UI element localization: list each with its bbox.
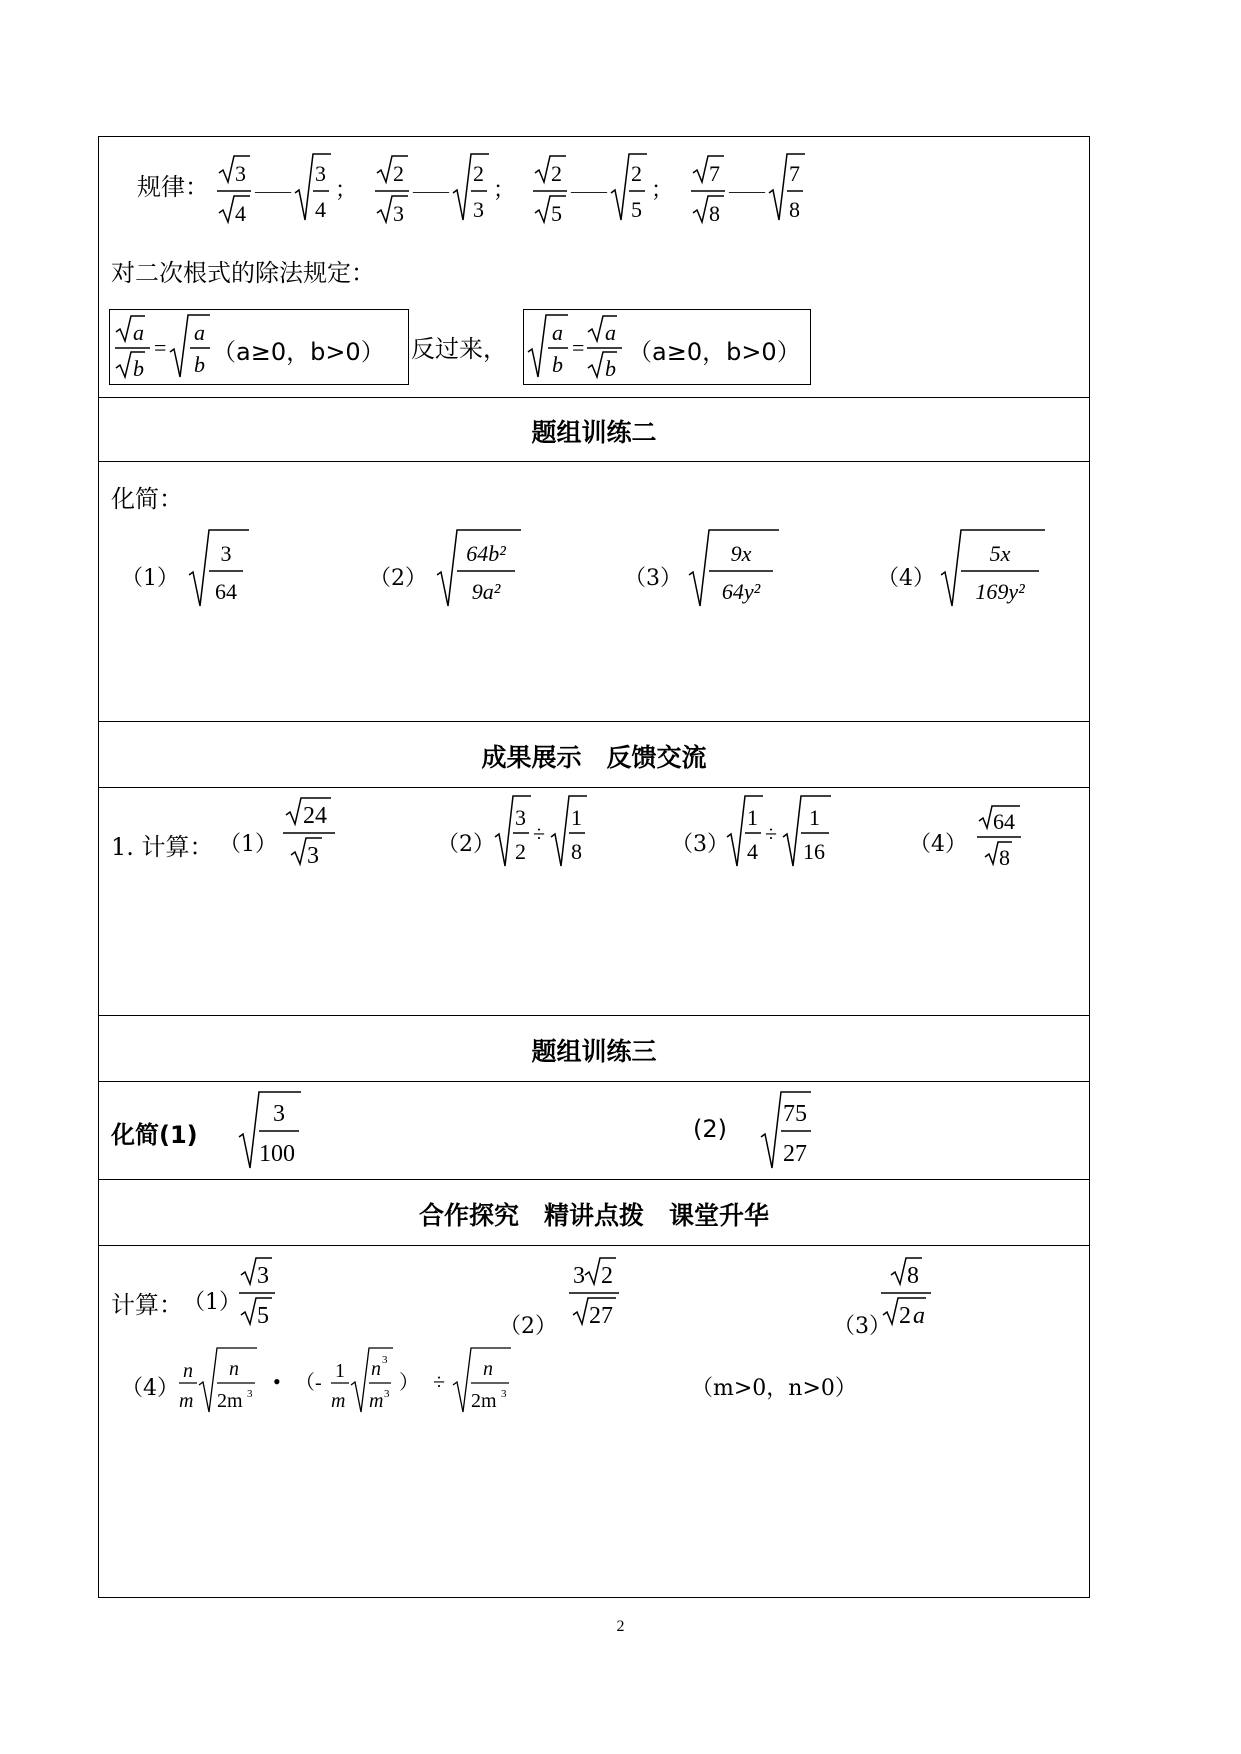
condition-text: （a≥0，b>0）: [212, 338, 385, 366]
cooperate-formulas: [99, 1245, 1091, 1445]
svg-text:m: m: [179, 1390, 194, 1412]
svg-text:•: •: [273, 1369, 281, 1394]
g2-label-4: （4）: [877, 566, 935, 591]
svg-text:9a²: 9a²: [471, 579, 501, 604]
group-three-header: [99, 1015, 1089, 1082]
svg-text:a: a: [194, 320, 205, 345]
svg-text:2: 2: [899, 1303, 911, 1329]
svg-text:n: n: [483, 1358, 493, 1380]
svg-text:1: 1: [571, 805, 582, 830]
svg-text:27: 27: [589, 1303, 613, 1329]
page-number: 2: [616, 1618, 625, 1635]
svg-text:÷: ÷: [433, 1369, 446, 1394]
results-label-3: （3）: [671, 832, 729, 857]
group-two-title: 题组训练二: [531, 418, 657, 447]
g2-formula-4: [941, 530, 1045, 606]
results-header: [99, 721, 1089, 788]
converse-rule-box: [523, 309, 811, 385]
svg-text:÷: ÷: [765, 821, 778, 846]
group-two-prompt: 化简：: [111, 485, 183, 513]
svg-text:3: 3: [384, 1388, 390, 1400]
g2-label-2: （2）: [369, 566, 427, 591]
svg-text:2: 2: [515, 839, 526, 864]
results-formulas: [99, 787, 1091, 897]
svg-text:8: 8: [571, 839, 582, 864]
cooperate-header: [99, 1179, 1089, 1246]
division-rule-formula: [112, 310, 222, 384]
conversely-label: 反过来，: [411, 335, 507, 363]
svg-text:b: b: [133, 356, 144, 381]
coop-condition: （m>0，n>0）: [691, 1376, 857, 1401]
svg-text:÷: ÷: [533, 821, 546, 846]
division-rule-box: [109, 309, 409, 385]
svg-text:7: 7: [789, 161, 800, 186]
rule-pair-2: [375, 154, 515, 226]
cooperate-prompt: 计算：: [111, 1291, 183, 1319]
results-prompt: 1. 计算：: [111, 833, 214, 861]
g2-formula-1: [189, 530, 249, 606]
svg-text:；: ；: [335, 177, 358, 202]
g2-formula-3: [689, 530, 779, 606]
svg-text:3: 3: [235, 161, 246, 186]
results-title: 成果展示 反馈交流: [481, 743, 707, 772]
svg-text:1: 1: [809, 805, 820, 830]
group-two-content: [99, 461, 1089, 722]
svg-text:a: a: [552, 320, 563, 345]
svg-text:——: ——: [729, 181, 765, 201]
svg-text:1: 1: [335, 1360, 345, 1382]
group-three-formulas: [99, 1081, 1091, 1177]
group-three-title: 题组训练三: [531, 1037, 657, 1066]
rule-section: [99, 137, 1089, 398]
svg-text:）: ）: [399, 1372, 419, 1394]
svg-text:（-: （-: [295, 1372, 322, 1394]
rule-pair-1: [217, 154, 357, 226]
rule-label: 规律：: [137, 173, 209, 201]
svg-text:8: 8: [709, 201, 720, 226]
svg-text:3: 3: [220, 541, 232, 566]
svg-text:2: 2: [551, 161, 562, 186]
svg-text:2: 2: [473, 161, 484, 186]
group-three-label-2: (2): [693, 1115, 727, 1143]
svg-text:2m: 2m: [471, 1390, 497, 1412]
svg-text:5x: 5x: [989, 541, 1011, 566]
results-content: [99, 787, 1089, 1016]
svg-text:——: ——: [413, 181, 449, 201]
svg-text:a: a: [133, 320, 144, 345]
svg-text:m: m: [331, 1390, 346, 1412]
converse-rule-formula: [526, 310, 636, 384]
svg-text:——: ——: [255, 181, 291, 201]
svg-text:1: 1: [747, 805, 758, 830]
svg-text:3: 3: [573, 1263, 585, 1289]
svg-text:n: n: [229, 1358, 239, 1380]
rule-formulas: [209, 145, 969, 255]
g2-formula-2: [437, 530, 521, 606]
svg-text:8: 8: [999, 845, 1010, 870]
svg-text:64y²: 64y²: [721, 579, 761, 604]
cooperate-title: 合作探究 精讲点拨 课堂升华: [418, 1201, 769, 1230]
svg-text:3: 3: [515, 805, 526, 830]
svg-text:——: ——: [571, 181, 607, 201]
svg-text:2: 2: [601, 1263, 613, 1289]
svg-text:4: 4: [747, 839, 758, 864]
rule-pair-3: [533, 154, 673, 226]
rule-pair-4: [691, 154, 805, 226]
svg-text:2m: 2m: [217, 1390, 243, 1412]
results-label-4: （4）: [909, 832, 967, 857]
coop-label-4: （4）: [121, 1376, 179, 1401]
svg-text:5: 5: [257, 1303, 269, 1329]
svg-text:4: 4: [315, 197, 326, 222]
svg-text:n: n: [183, 1360, 193, 1382]
group-three-prompt: 化简(1): [111, 1121, 198, 1149]
svg-text:；: ；: [493, 177, 516, 202]
svg-text:；: ；: [651, 177, 674, 202]
svg-text:2: 2: [631, 161, 642, 186]
svg-text:3: 3: [307, 843, 319, 869]
coop-label-1: （1）: [183, 1290, 241, 1315]
svg-text:169y²: 169y²: [975, 579, 1025, 604]
svg-text:=: =: [154, 335, 167, 360]
svg-text:m: m: [369, 1390, 384, 1412]
svg-text:64b²: 64b²: [466, 541, 506, 566]
converse-condition-text: （a≥0，b>0）: [628, 338, 801, 366]
svg-text:n: n: [371, 1358, 381, 1380]
group-two-header: [99, 397, 1089, 462]
svg-text:b: b: [605, 356, 616, 381]
g2-label-3: （3）: [624, 566, 682, 591]
svg-text:75: 75: [783, 1101, 807, 1127]
svg-text:7: 7: [709, 161, 720, 186]
svg-text:27: 27: [783, 1141, 807, 1167]
svg-text:2: 2: [393, 161, 404, 186]
svg-text:3: 3: [247, 1388, 253, 1400]
svg-text:3: 3: [315, 161, 326, 186]
svg-text:5: 5: [551, 201, 562, 226]
svg-text:64: 64: [215, 579, 237, 604]
svg-text:8: 8: [789, 197, 800, 222]
worksheet-table: [98, 136, 1090, 1598]
svg-text:24: 24: [303, 803, 327, 829]
results-label-1: （1）: [219, 832, 277, 857]
svg-text:3: 3: [273, 1101, 285, 1127]
svg-text:4: 4: [235, 201, 246, 226]
definition-intro: 对二次根式的除法规定：: [111, 259, 375, 287]
svg-text:b: b: [552, 352, 563, 377]
svg-text:a: a: [913, 1303, 925, 1329]
svg-text:3: 3: [257, 1263, 269, 1289]
svg-text:3: 3: [393, 201, 404, 226]
svg-text:8: 8: [907, 1263, 919, 1289]
svg-text:3: 3: [501, 1388, 507, 1400]
coop-label-3: （3）: [833, 1314, 891, 1339]
svg-text:64: 64: [993, 809, 1015, 834]
svg-text:b: b: [194, 352, 205, 377]
svg-text:9x: 9x: [730, 541, 752, 566]
group-three-content: [99, 1081, 1089, 1180]
svg-text:a: a: [605, 320, 616, 345]
svg-text:5: 5: [631, 197, 642, 222]
svg-text:100: 100: [259, 1141, 295, 1167]
results-label-2: （2）: [437, 832, 495, 857]
svg-text:3: 3: [473, 197, 484, 222]
g2-label-1: （1）: [121, 566, 179, 591]
group-two-formulas: [99, 521, 1091, 641]
svg-text:16: 16: [803, 839, 825, 864]
coop-label-2: （2）: [499, 1314, 557, 1339]
cooperate-content: [99, 1245, 1089, 1599]
svg-text:=: =: [572, 335, 585, 360]
svg-text:3: 3: [382, 1354, 388, 1366]
